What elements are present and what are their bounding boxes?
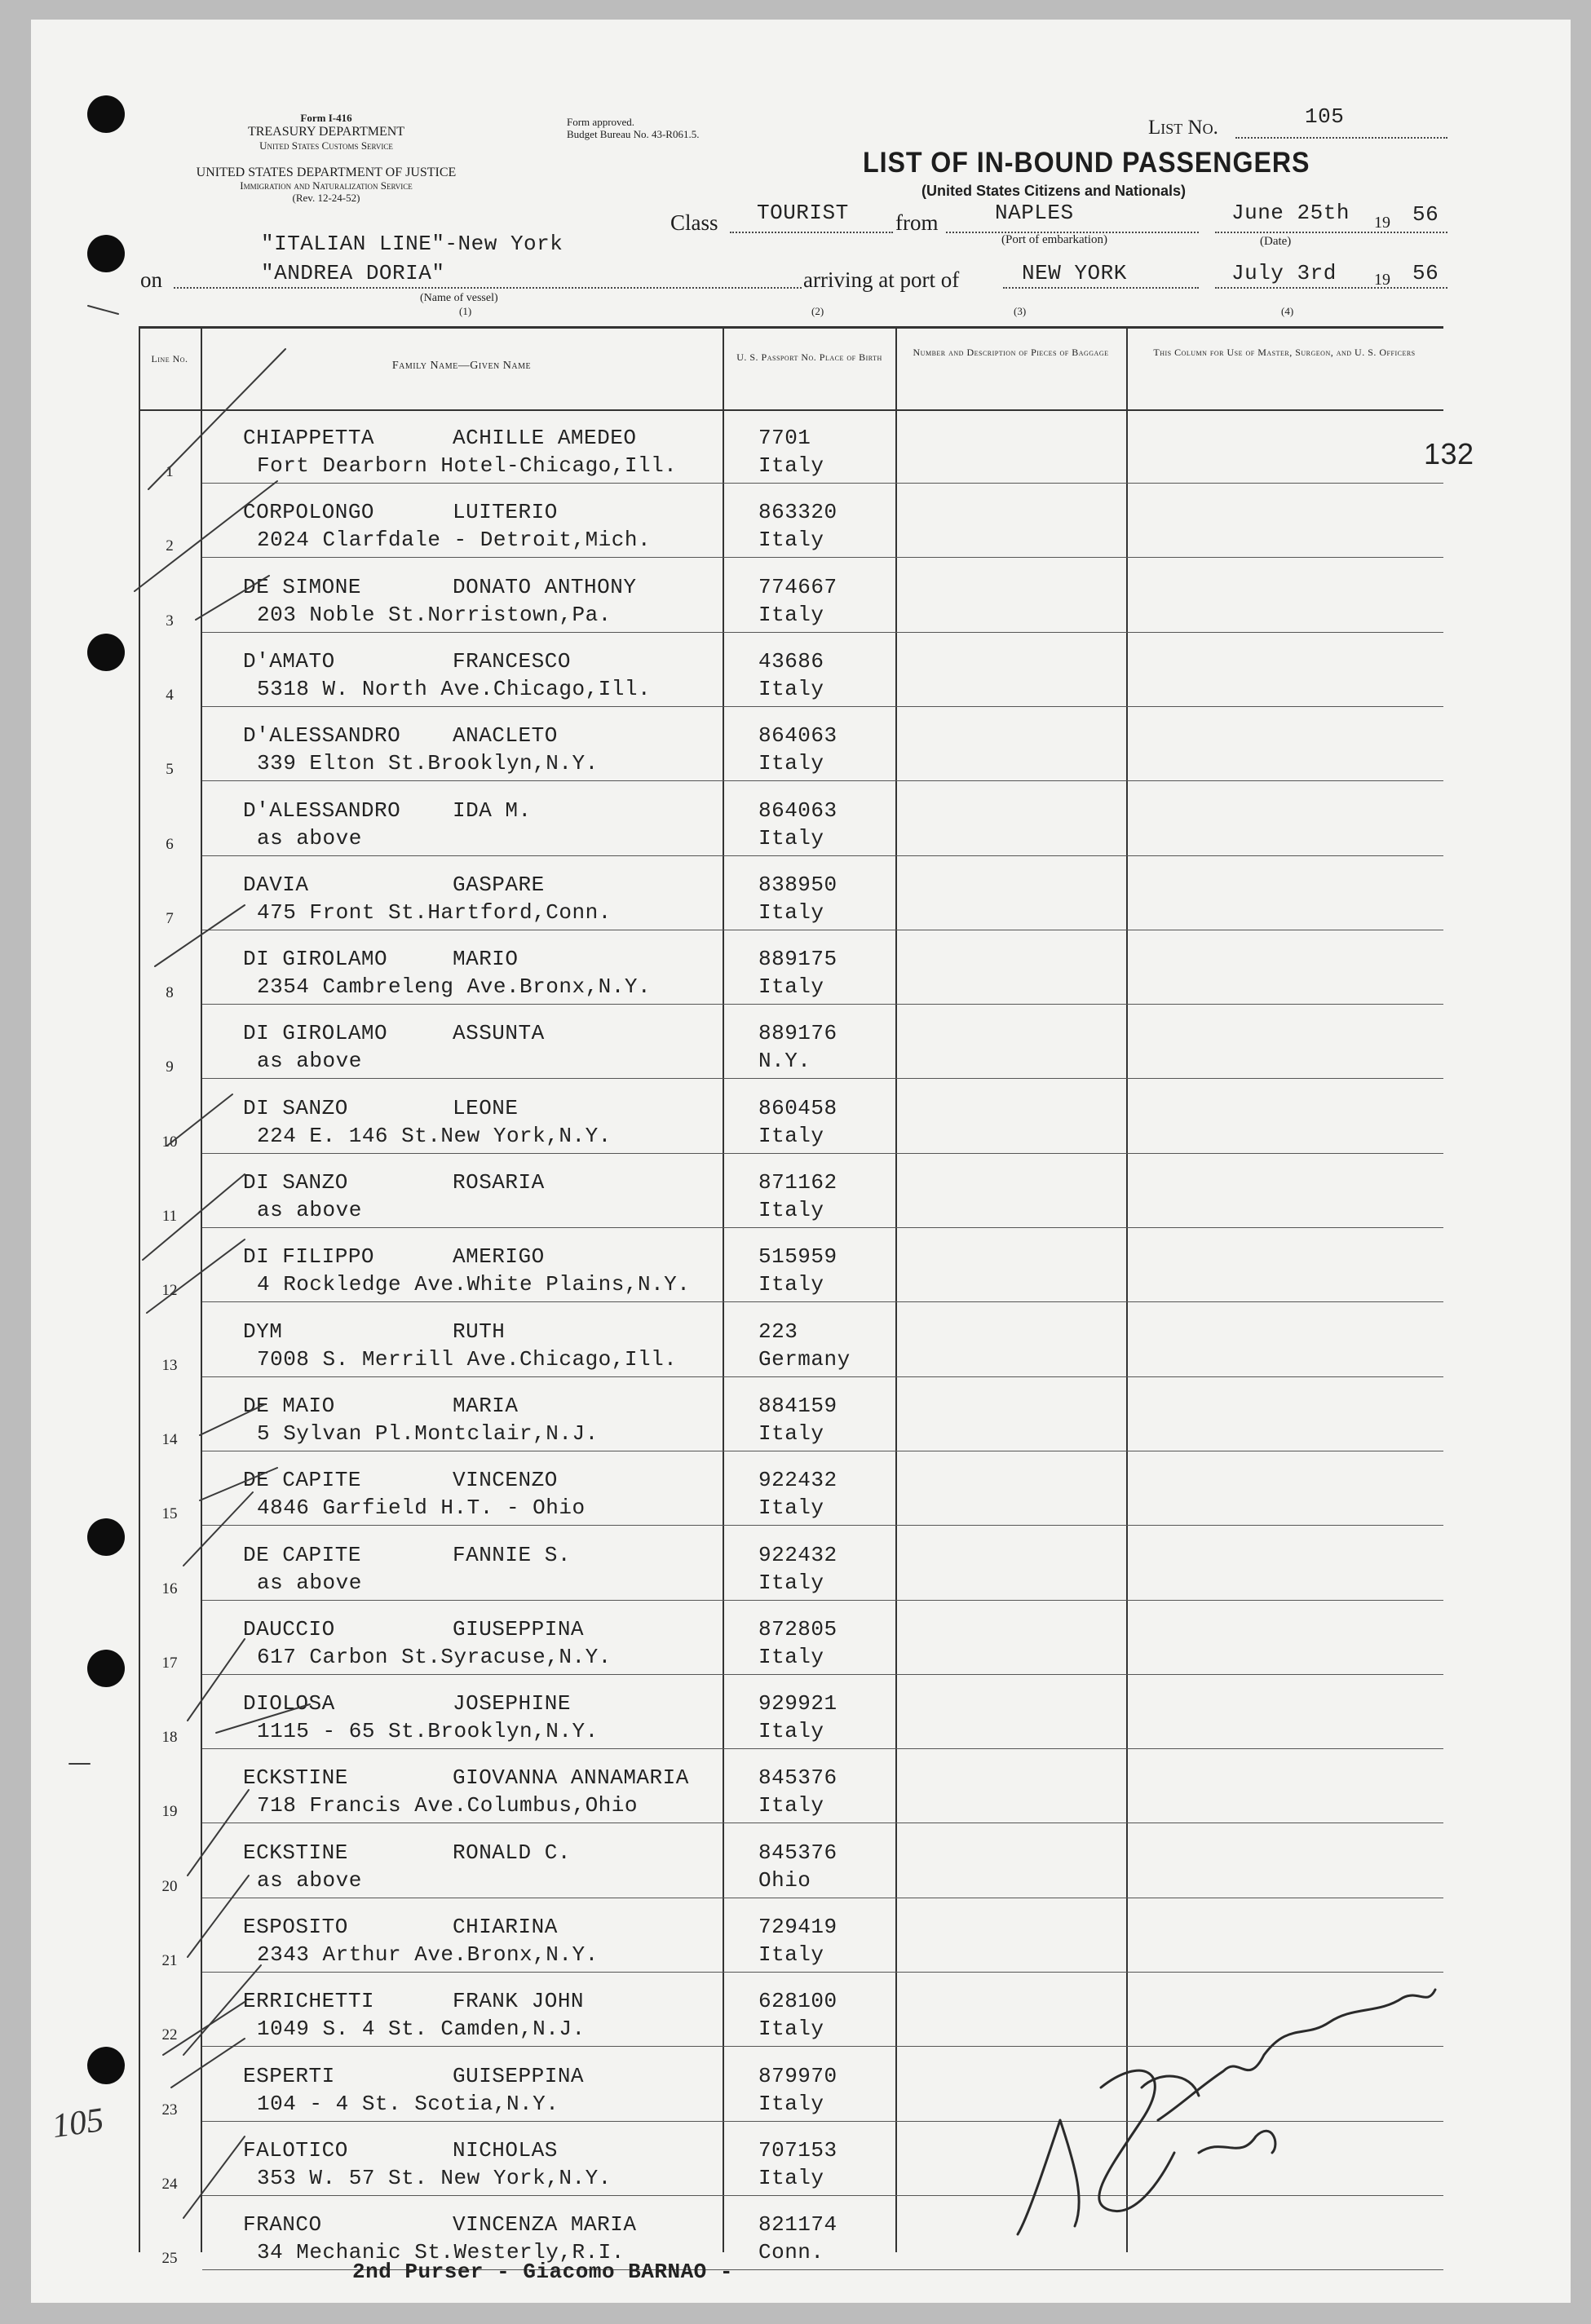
address: 2343 Arthur Ave.Bronx,N.Y. — [257, 1942, 599, 1967]
place-of-birth: Italy — [758, 1942, 824, 1967]
place-of-birth: Italy — [758, 1793, 824, 1818]
place-of-birth: Italy — [758, 1645, 824, 1669]
family-name: DE CAPITE — [243, 1543, 361, 1567]
table-row — [0, 932, 1591, 1007]
page-number: 132 — [1424, 437, 1474, 471]
place-of-birth: Italy — [758, 1272, 824, 1297]
given-name: JOSEPHINE — [453, 1691, 571, 1716]
line-number: 25 — [161, 2250, 178, 2267]
row-divider — [202, 706, 1443, 707]
line-number: 9 — [166, 1058, 174, 1076]
arrival-date-line — [1215, 287, 1447, 289]
given-name: LUITERIO — [453, 500, 558, 524]
place-of-birth: Ohio — [758, 1868, 811, 1893]
budget-bureau: Budget Bureau No. 43-R061.5. — [567, 128, 700, 140]
address: 2354 Cambreleng Ave.Bronx,N.Y. — [257, 974, 652, 999]
row-divider — [202, 855, 1443, 856]
line-number: 1 — [166, 463, 174, 480]
departure-date-line — [1215, 232, 1447, 233]
family-name: DI GIROLAMO — [243, 1021, 388, 1045]
departure-year: 56 — [1412, 202, 1439, 227]
table-row — [0, 2123, 1591, 2198]
table-row — [0, 485, 1591, 560]
line-number: 15 — [161, 1505, 178, 1522]
row-divider — [202, 1004, 1443, 1005]
address: 2024 Clarfdale - Detroit,Mich. — [257, 528, 652, 552]
col-2-number: (2) — [811, 305, 824, 317]
table-row — [0, 1974, 1591, 2049]
family-name: ECKSTINE — [243, 1765, 348, 1790]
table-row — [0, 1677, 1591, 1752]
given-name: VINCENZO — [453, 1468, 558, 1492]
footer-purser: 2nd Purser - Giacomo BARNAO - — [352, 2260, 733, 2284]
place-of-birth: Italy — [758, 1571, 824, 1595]
passport-number: 922432 — [758, 1468, 837, 1492]
place-of-birth: Italy — [758, 1719, 824, 1743]
row-divider — [202, 780, 1443, 781]
given-name: AMERIGO — [453, 1244, 545, 1269]
table-row — [0, 1602, 1591, 1677]
address: 718 Francis Ave.Columbus,Ohio — [257, 1793, 638, 1818]
from-value: NAPLES — [995, 201, 1074, 225]
col-3-number: (3) — [1014, 305, 1027, 317]
given-name: ANACLETO — [453, 723, 558, 748]
table-row — [0, 1900, 1591, 1975]
address: Fort Dearborn Hotel-Chicago,Ill. — [257, 453, 678, 478]
given-name: GUISEPPINA — [453, 2064, 585, 2088]
line-number: 23 — [161, 2101, 178, 2119]
table-row — [0, 1006, 1591, 1081]
address: 5318 W. North Ave.Chicago,Ill. — [257, 677, 652, 701]
row-divider — [202, 2195, 1443, 2196]
place-of-birth: Italy — [758, 900, 824, 925]
treasury-dept: TREASURY DEPARTMENT — [247, 125, 405, 139]
arrival-port: NEW YORK — [1022, 261, 1127, 285]
family-name: FALOTICO — [243, 2138, 348, 2163]
vessel-line-1: "ITALIAN LINE"-New York — [261, 232, 563, 256]
family-name: ECKSTINE — [243, 1840, 348, 1865]
address: 203 Noble St.Norristown,Pa. — [257, 603, 612, 627]
address: 475 Front St.Hartford,Conn. — [257, 900, 612, 925]
list-no-line — [1235, 137, 1447, 139]
arrival-date: July 3rd — [1231, 261, 1337, 285]
line-number: 16 — [161, 1580, 178, 1597]
place-of-birth: Italy — [758, 1124, 824, 1148]
passport-number: 628100 — [758, 1989, 837, 2013]
passport-number: 7701 — [758, 426, 811, 450]
line-number: 20 — [161, 1878, 178, 1895]
address: as above — [257, 826, 362, 851]
document-title: LIST OF IN-BOUND PASSENGERS — [863, 147, 1310, 179]
table-row — [0, 1528, 1591, 1603]
revision-date: (Rev. 12-24-52) — [292, 192, 360, 204]
port-caption: (Port of embarkation) — [1001, 233, 1107, 246]
customs-service: United States Customs Service — [259, 139, 393, 152]
family-name: D'AMATO — [243, 649, 335, 674]
family-name: DI GIROLAMO — [243, 947, 388, 971]
row-divider — [202, 1525, 1443, 1526]
row-divider — [202, 483, 1443, 484]
row-divider — [202, 1600, 1443, 1601]
given-name: DONATO ANTHONY — [453, 575, 637, 599]
class-value: TOURIST — [757, 201, 849, 225]
binder-hole — [87, 235, 125, 272]
list-no-value: 105 — [1305, 104, 1345, 129]
passport-number: 864063 — [758, 723, 837, 748]
passport-number: 863320 — [758, 500, 837, 524]
family-name: DIOLOSA — [243, 1691, 335, 1716]
address: 1049 S. 4 St. Camden,N.J. — [257, 2017, 586, 2041]
family-name: DE CAPITE — [243, 1468, 361, 1492]
family-name: D'ALESSANDRO — [243, 723, 401, 748]
col-header-line-no: Line No. — [151, 353, 188, 365]
passport-number: 860458 — [758, 1096, 837, 1120]
line-number: 3 — [166, 612, 174, 630]
given-name: GASPARE — [453, 873, 545, 897]
table-top-border — [139, 326, 1443, 329]
passport-number: 889175 — [758, 947, 837, 971]
arrival-port-line — [1003, 287, 1199, 289]
row-divider — [202, 2121, 1443, 2122]
line-number: 8 — [166, 984, 174, 1001]
place-of-birth: Italy — [758, 453, 824, 478]
row-divider — [202, 1153, 1443, 1154]
row-divider — [202, 1376, 1443, 1377]
address: as above — [257, 1198, 362, 1222]
place-of-birth: Italy — [758, 1198, 824, 1222]
line-number: 14 — [161, 1431, 178, 1448]
passport-number: 872805 — [758, 1617, 837, 1641]
given-name: FRANCESCO — [453, 649, 571, 674]
place-of-birth: Italy — [758, 2017, 824, 2041]
table-row — [0, 1379, 1591, 1454]
family-name: DI SANZO — [243, 1170, 348, 1195]
given-name: RONALD C. — [453, 1840, 571, 1865]
table-row — [0, 1305, 1591, 1380]
passport-number: 43686 — [758, 649, 824, 674]
form-approved: Form approved. — [567, 116, 635, 128]
address: 4846 Garfield H.T. - Ohio — [257, 1496, 586, 1520]
list-no-label: List No. — [1148, 117, 1218, 139]
table-row — [0, 634, 1591, 709]
row-divider — [202, 1227, 1443, 1228]
table-row — [0, 1751, 1591, 1826]
row-divider — [202, 1078, 1443, 1079]
form-number: Form I-416 — [300, 112, 352, 124]
ins-service: Immigration and Naturalization Service — [240, 179, 413, 192]
passport-number: 515959 — [758, 1244, 837, 1269]
table-row — [0, 1230, 1591, 1305]
given-name: ASSUNTA — [453, 1021, 545, 1045]
table-row — [0, 1155, 1591, 1230]
place-of-birth: Italy — [758, 826, 824, 851]
given-name: MARIA — [453, 1394, 519, 1418]
address: 34 Mechanic St.Westerly,R.I. — [257, 2240, 625, 2264]
place-of-birth: Italy — [758, 2092, 824, 2116]
passport-number: 922432 — [758, 1543, 837, 1567]
given-name: FANNIE S. — [453, 1543, 571, 1567]
passport-number: 879970 — [758, 2064, 837, 2088]
address: 353 W. 57 St. New York,N.Y. — [257, 2166, 612, 2190]
address: 617 Carbon St.Syracuse,N.Y. — [257, 1645, 612, 1669]
departure-year-prefix: 19 — [1374, 214, 1390, 232]
line-number: 19 — [161, 1803, 178, 1820]
family-name: DI FILIPPO — [243, 1244, 375, 1269]
col-header-officers: This Column for Use of Master, Surgeon, and U. S. Officers — [1153, 347, 1416, 358]
col-header-passport: U. S. Passport No. Place of Birth — [736, 351, 882, 363]
passport-number: 871162 — [758, 1170, 837, 1195]
given-name: IDA M. — [453, 798, 532, 823]
line-number: 12 — [161, 1282, 178, 1299]
place-of-birth: Italy — [758, 974, 824, 999]
line-number: 10 — [161, 1133, 178, 1151]
col-1-number: (1) — [459, 305, 472, 317]
class-line — [730, 232, 893, 233]
line-number: 13 — [161, 1357, 178, 1374]
table-row — [0, 411, 1591, 486]
family-name: CORPOLONGO — [243, 500, 375, 524]
family-name: DE MAIO — [243, 1394, 335, 1418]
date-caption: (Date) — [1260, 235, 1292, 248]
passport-number: 707153 — [758, 2138, 837, 2163]
place-of-birth: Italy — [758, 603, 824, 627]
document-subtitle: (United States Citizens and Nationals) — [921, 183, 1187, 199]
family-name: DAVIA — [243, 873, 309, 897]
justice-dept: UNITED STATES DEPARTMENT OF JUSTICE — [196, 166, 457, 179]
table-row — [0, 2049, 1591, 2124]
row-divider — [202, 1748, 1443, 1749]
address: 339 Elton St.Brooklyn,N.Y. — [257, 751, 599, 775]
given-name: CHIARINA — [453, 1915, 558, 1939]
departure-date: June 25th — [1231, 201, 1350, 225]
place-of-birth: Germany — [758, 1347, 851, 1372]
given-name: MARIO — [453, 947, 519, 971]
given-name: LEONE — [453, 1096, 519, 1120]
family-name: ESPOSITO — [243, 1915, 348, 1939]
place-of-birth: Italy — [758, 751, 824, 775]
given-name: RUTH — [453, 1319, 506, 1344]
place-of-birth: N.Y. — [758, 1049, 811, 1073]
family-name: ESPERTI — [243, 2064, 335, 2088]
arriving-label: arriving at port of — [803, 267, 960, 292]
line-number: 7 — [166, 910, 174, 927]
family-name: D'ALESSANDRO — [243, 798, 401, 823]
family-name: DI SANZO — [243, 1096, 348, 1120]
family-name: DAUCCIO — [243, 1617, 335, 1641]
table-row — [0, 2198, 1591, 2273]
table-row — [0, 560, 1591, 635]
line-number: 2 — [166, 537, 174, 554]
address: 4 Rockledge Ave.White Plains,N.Y. — [257, 1272, 691, 1297]
line-number: 18 — [161, 1729, 178, 1746]
passport-number: 838950 — [758, 873, 837, 897]
place-of-birth: Italy — [758, 677, 824, 701]
line-number: 21 — [161, 1952, 178, 1969]
address: 1115 - 65 St.Brooklyn,N.Y. — [257, 1719, 599, 1743]
vessel-line-2: "ANDREA DORIA" — [261, 261, 445, 285]
table-row — [0, 1081, 1591, 1156]
vessel-caption: (Name of vessel) — [420, 292, 498, 304]
passport-number: 223 — [758, 1319, 798, 1344]
row-divider — [202, 1674, 1443, 1675]
row-divider — [202, 632, 1443, 633]
col-header-baggage: Number and Description of Pieces of Baggage — [913, 347, 1109, 358]
passport-number: 774667 — [758, 575, 837, 599]
family-name: CHIAPPETTA — [243, 426, 375, 450]
given-name: GIUSEPPINA — [453, 1617, 585, 1641]
table-row — [0, 1453, 1591, 1528]
address: as above — [257, 1571, 362, 1595]
arrival-year: 56 — [1412, 261, 1439, 285]
family-name: DE SIMONE — [243, 575, 361, 599]
row-divider — [202, 2046, 1443, 2047]
passport-number: 845376 — [758, 1765, 837, 1790]
line-number: 22 — [161, 2026, 178, 2043]
passport-number: 729419 — [758, 1915, 837, 1939]
col-header-name: Family Name—Given Name — [391, 360, 532, 372]
table-row — [0, 709, 1591, 784]
line-number: 5 — [166, 761, 174, 778]
on-label: on — [140, 267, 162, 292]
given-name: ACHILLE AMEDEO — [453, 426, 637, 450]
line-number: 6 — [166, 836, 174, 853]
place-of-birth: Italy — [758, 1421, 824, 1446]
given-name: FRANK JOHN — [453, 1989, 585, 2013]
place-of-birth: Italy — [758, 528, 824, 552]
family-name: FRANCO — [243, 2212, 322, 2237]
row-divider — [202, 557, 1443, 558]
address: as above — [257, 1049, 362, 1073]
passport-number: 884159 — [758, 1394, 837, 1418]
line-number: 11 — [161, 1208, 178, 1225]
address: 104 - 4 St. Scotia,N.Y. — [257, 2092, 559, 2116]
passport-number: 889176 — [758, 1021, 837, 1045]
binder-hole — [87, 95, 125, 133]
row-divider — [202, 1972, 1443, 1973]
passport-number: 845376 — [758, 1840, 837, 1865]
table-row — [0, 1826, 1591, 1901]
given-name: GIOVANNA ANNAMARIA — [453, 1765, 689, 1790]
col-4-number: (4) — [1281, 305, 1294, 317]
line-number: 4 — [166, 687, 174, 704]
from-label: from — [895, 210, 939, 235]
place-of-birth: Conn. — [758, 2240, 824, 2264]
family-name: DYM — [243, 1319, 283, 1344]
given-name: VINCENZA MARIA — [453, 2212, 637, 2237]
address: as above — [257, 1868, 362, 1893]
passport-number: 929921 — [758, 1691, 837, 1716]
place-of-birth: Italy — [758, 1496, 824, 1520]
vessel-line — [174, 287, 802, 289]
line-number: 17 — [161, 1655, 178, 1672]
address: 7008 S. Merrill Ave.Chicago,Ill. — [257, 1347, 678, 1372]
address: 5 Sylvan Pl.Montclair,N.J. — [257, 1421, 599, 1446]
family-name: ERRICHETTI — [243, 1989, 375, 2013]
table-row — [0, 858, 1591, 933]
table-row — [0, 784, 1591, 859]
place-of-birth: Italy — [758, 2166, 824, 2190]
address: 224 E. 146 St.New York,N.Y. — [257, 1124, 612, 1148]
given-name: NICHOLAS — [453, 2138, 558, 2163]
passport-number: 821174 — [758, 2212, 837, 2237]
arrival-year-prefix: 19 — [1374, 271, 1390, 289]
passport-number: 864063 — [758, 798, 837, 823]
given-name: ROSARIA — [453, 1170, 545, 1195]
line-number: 24 — [161, 2176, 178, 2193]
class-label: Class — [670, 210, 718, 235]
row-divider — [202, 1301, 1443, 1302]
margin-note: 105 — [50, 2101, 106, 2146]
